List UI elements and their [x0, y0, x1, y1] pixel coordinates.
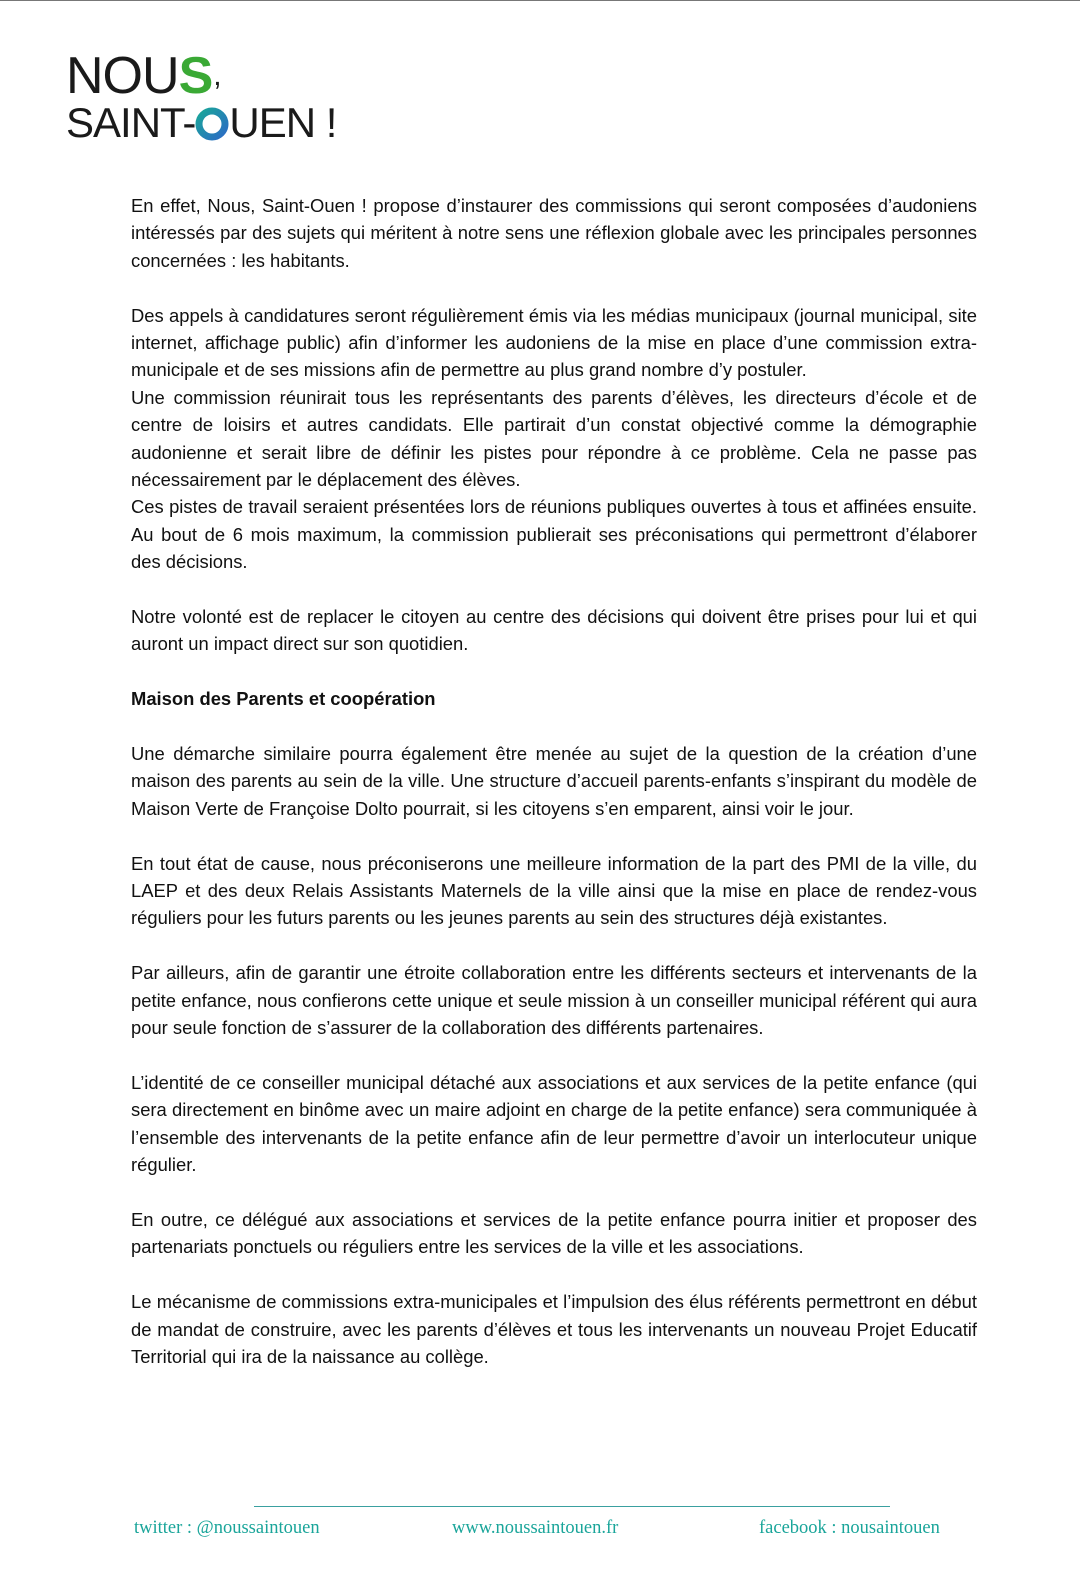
section-paragraph-4: L’identité de ce conseiller municipal détaché aux associations et aux services de la petite enfance (qui sera directement en binôme avec un maire adjoint en charge de la petite enfance) sera communiquée à l’ensemble des intervenants de la petite enfance afin de leur permettre d’avoir un interlocuteur unique régulier.	[131, 1071, 977, 1176]
section-heading: Maison des Parents et coopération	[131, 688, 436, 710]
footer-twitter[interactable]: twitter : @noussaintouen	[134, 1518, 320, 1538]
logo-accent-o	[195, 99, 229, 146]
paragraph-4: Ces pistes de travail seraient présentées lors de réunions publiques ouvertes à tous et affinées ensuite. Au bout de 6 mois maximum, la commission publierait ses préconisations qui permettront d’élaborer des décisions.	[131, 496, 977, 573]
paragraph-2: Des appels à candidatures seront régulièrement émis via les médias municipaux (journal municipal, site internet, affichage public) afin d’informer les audoniens de la mise en place d’une commission extra-municipale et de ses missions afin de permettre au plus grand nombre d’y postuler.	[131, 304, 977, 381]
logo-text-saint: SAINT-	[66, 99, 196, 146]
logo-comma: ,	[213, 59, 221, 92]
paragraph-3: Une commission réunirait tous les représentants des parents d’élèves, les directeurs d’école et de centre de loisirs et autres candidats. Elle partirait d’un constat objectivé comme la démographie audonienne et serait libre de définir les pistes pour répondre à ce problème. Cela ne passe pas nécessairement par le déplacement des élèves.	[131, 386, 977, 491]
footer-website-link[interactable]: www.noussaintouen.fr	[452, 1518, 619, 1538]
top-border	[0, 0, 1080, 1]
section-paragraph-1: Une démarche similaire pourra également être menée au sujet de la question de la création d’une maison des parents au sein de la ville. Une structure d’accueil parents-enfants s’inspirant du modèle de Maison Verte de Françoise Dolto pourrait, si les citoyens s’en emparent, ainsi voir le jour.	[131, 743, 977, 819]
section-paragraph-3: Par ailleurs, afin de garantir une étroite collaboration entre les différents secteurs et intervenants de la petite enfance, nous confierons cette unique et seule mission à un conseiller municipal référent qui aura pour seule fonction de s’assurer de la collaboration des différents partenaires.	[131, 962, 977, 1039]
section-paragraph-5: En outre, ce délégué aux associations et services de la petite enfance pourra initier et proposer des partenariats ponctuels ou réguliers entre les services de la ville et les associations.	[131, 1208, 977, 1258]
document-body	[131, 192, 977, 1370]
section-paragraph-2: En tout état de cause, nous préconiserons une meilleure information de la part des PMI de la ville, du LAEP et des deux Relais Assistants Maternels de la ville ainsi que la mise en place de rendez-vous réguliers pour les futurs parents ou les jeunes parents au sein des structures déjà existantes.	[131, 852, 977, 929]
logo-text-nou: NOU	[66, 47, 179, 105]
logo-accent-s: S	[178, 47, 213, 105]
logo-text-uen: UEN !	[229, 99, 337, 146]
footer-facebook[interactable]: facebook : nousaintouen	[759, 1518, 940, 1538]
footer-divider	[254, 1506, 890, 1507]
logo-line-2	[66, 100, 336, 146]
paragraph-5: Notre volonté est de replacer le citoyen au centre des décisions qui doivent être prises pour lui et qui auront un impact direct sur son quotidien.	[131, 606, 977, 655]
nous-saint-ouen-logo	[66, 47, 426, 150]
logo-o-ring	[195, 107, 229, 141]
paragraph-1: En effet, Nous, Saint-Ouen ! propose d’instaurer des commissions qui seront composées d’audoniens intéressés par des sujets qui méritent à notre sens une réflexion globale avec les principales personnes concernées : les habitants.	[131, 195, 977, 271]
section-paragraph-6: Le mécanisme de commissions extra-municipales et l’impulsion des élus référents permettront en début de mandat de construire, avec les parents d’élèves et tous les intervenants un nouveau Projet Educatif Territorial qui ira de la naissance au collège.	[131, 1291, 977, 1367]
